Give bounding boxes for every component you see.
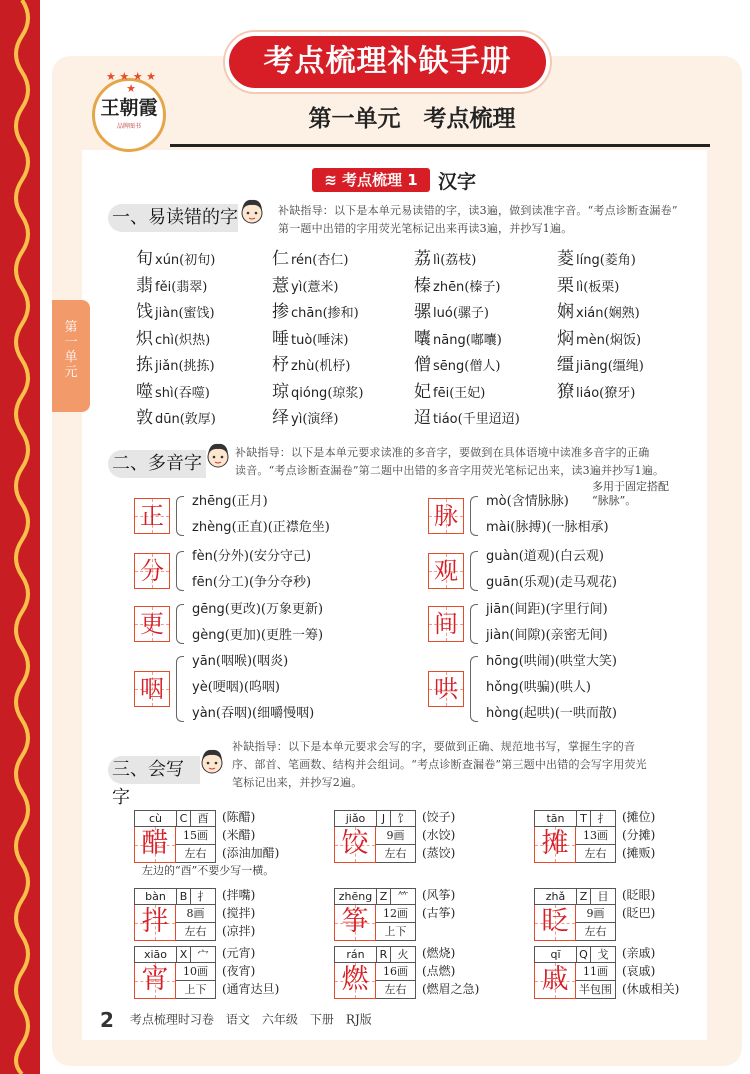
brace [470, 604, 478, 644]
polyphone-reading: fēn(分工)(争分夺秒) [192, 575, 312, 590]
page-footer: 2 考点梳理时习卷 语文 六年级 下册 RJ版 [100, 1008, 372, 1032]
writing-card: zhēng Z ⺮ 筝 12画 上下 (风筝) (古筝) [334, 888, 416, 941]
read-word: 迢 tiáo(千里迢迢) [414, 408, 520, 428]
title-rule [170, 144, 710, 147]
read-word: 囔 nāng(嘟囔) [414, 328, 502, 349]
section-title-1: 一、易读错的字 [108, 204, 238, 232]
read-word: 敦 dūn(敦厚) [136, 408, 216, 428]
polyphone-reading: gēng(更改)(万象更新) [192, 602, 324, 617]
read-word: 噬 shì(吞噬) [136, 381, 210, 402]
cartoon-boy-icon [238, 196, 266, 226]
polyphone-reading: yàn(吞咽)(细嚼慢咽) [192, 706, 315, 721]
brace [176, 551, 184, 591]
brace [470, 551, 478, 591]
polyphone-reading: hōng(哄闹)(哄堂大笑) [486, 654, 617, 669]
guide-text-3: 补缺指导：以下是本单元要求会写的字，要做到正确、规范地书写，掌握生字的音 序、部首、笔画数、结构并会组词。“考点诊断查漏卷”第三题中出错的会写字用荧光 笔标记出来，并抄写2遍。 [232, 740, 647, 789]
read-word: 拣 jiǎn(挑拣) [136, 355, 215, 375]
spine-wave-decoration [0, 0, 40, 1074]
side-tab-unit[interactable]: 第 一 单 元 [52, 300, 90, 412]
read-word: 妃 fēi(王妃) [414, 381, 486, 402]
writing-card: tān T 扌 摊 13画 左右 (摊位) (分摊) (摊贩) [534, 810, 616, 863]
cartoon-boy-icon [204, 440, 232, 470]
read-word: 榛 zhēn(榛子) [414, 275, 501, 296]
polyphone-reading: hǒng(哄骗)(哄人) [486, 680, 591, 695]
guide-text-2: 补缺指导：以下是本单元要求读准的多音字，要做到在具体语境中读准多音字的正确 读音。“考点诊断查漏卷”第二题中出错的多音字用荧光笔标记出来，读3遍并抄写1遍。 [235, 446, 665, 477]
read-word: 薏 yì(薏米) [272, 275, 339, 296]
polyphone-reading: zhèng(正直)(正襟危坐) [192, 520, 330, 535]
guide-text-1: 补缺指导：以下是本单元易读错的字，读3遍，做到读准字音。“考点诊断查漏卷” 第一题中出错的字用荧光笔标记出来再读3遍，并抄写1遍。 [278, 204, 678, 235]
brace [176, 656, 184, 722]
read-word: 僧 sēng(僧人) [414, 355, 501, 375]
section-title-2: 二、多音字 [108, 450, 206, 478]
kp-badge: ≋ 考点梳理 1 [312, 168, 430, 192]
read-word: 翡 fěi(翡翠) [136, 275, 208, 296]
read-word: 焖 mèn(焖饭) [557, 328, 642, 349]
polyphone-reading: gèng(更加)(更胜一筹) [192, 628, 324, 643]
note-cu: 左边的“酉”不要少写一横。 [142, 864, 275, 877]
read-word: 娴 xián(娴熟) [557, 302, 640, 322]
brace [176, 496, 184, 536]
page-number: 2 [100, 1008, 114, 1032]
writing-card: jiǎo J 饣 饺 9画 左右 (饺子) (水饺) (蒸饺) [334, 810, 416, 863]
banner-title: 考点梳理补缺手册 [225, 32, 550, 92]
polyphone-char-box: 更 [134, 606, 170, 642]
cartoon-boy-icon [198, 746, 226, 776]
read-word: 骡 luó(骡子) [414, 302, 489, 322]
read-word: 仁 rén(杏仁) [272, 249, 349, 269]
brace [470, 656, 478, 722]
read-word: 獠 liáo(獠牙) [557, 381, 636, 402]
writing-card: qī Q 戈 戚 11画 半包围 (亲戚) (哀戚) (休戚相关) [534, 946, 616, 999]
read-word: 旬 xún(初旬) [136, 249, 216, 269]
read-word: 炽 chì(炽热) [136, 328, 211, 349]
unit-title: 第一单元 考点梳理 [308, 106, 516, 132]
brace [176, 604, 184, 644]
polyphone-reading: mò(含情脉脉) [486, 494, 569, 509]
writing-card: bàn B 扌 拌 8画 左右 (拌嘴) (搅拌) (凉拌) [134, 888, 216, 941]
read-word: 饯 jiàn(蜜饯) [136, 302, 215, 322]
read-word: 绎 yì(演绎) [272, 408, 339, 428]
brand-logo: ★ ★ ★ ★ ★ 王朝霞 品牌图书 [92, 78, 166, 152]
note-mai: 多用于固定搭配 “脉脉”。 [592, 480, 669, 507]
polyphone-reading: hòng(起哄)(一哄而散) [486, 706, 617, 721]
polyphone-reading: guān(乐观)(走马观花) [486, 575, 617, 590]
polyphone-reading: mài(脉搏)(一脉相承) [486, 520, 609, 535]
section-title-3: 三、会写字 [108, 756, 200, 784]
polyphone-reading: yān(咽喉)(咽炎) [192, 654, 289, 669]
polyphone-reading: guàn(道观)(白云观) [486, 549, 604, 564]
brace [470, 496, 478, 536]
writing-card: rán R 火 燃 16画 左右 (燃烧) (点燃) (燃眉之急) [334, 946, 416, 999]
polyphone-reading: jiàn(间隙)(亲密无间) [486, 628, 608, 643]
polyphone-reading: yè(哽咽)(呜咽) [192, 680, 280, 695]
polyphone-char-box: 间 [428, 606, 464, 642]
polyphone-char-box: 正 [134, 498, 170, 534]
polyphone-reading: jiān(间距)(字里行间) [486, 602, 608, 617]
polyphone-reading: zhēng(正月) [192, 494, 268, 509]
writing-card: xiāo X 宀 宵 10画 上下 (元宵) (夜宵) (通宵达旦) [134, 946, 216, 999]
polyphone-reading: fèn(分外)(安分守己) [192, 549, 312, 564]
read-word: 荔 lì(荔枝) [414, 249, 477, 269]
read-word: 栗 lì(板栗) [557, 275, 620, 296]
polyphone-char-box: 脉 [428, 498, 464, 534]
read-word: 缰 jiāng(缰绳) [557, 355, 644, 375]
polyphone-char-box: 分 [134, 553, 170, 589]
kp-title: 汉字 [438, 171, 477, 193]
writing-card: cù C 酉 醋 15画 左右 (陈醋) (米醋) (添油加醋) [134, 810, 216, 863]
read-word: 菱 líng(菱角) [557, 249, 636, 269]
polyphone-char-box: 哄 [428, 671, 464, 707]
polyphone-char-box: 咽 [134, 671, 170, 707]
read-word: 掺 chān(掺和) [272, 302, 359, 322]
read-word: 琼 qióng(琼浆) [272, 381, 364, 402]
stars-icon: ★ ★ ★ ★ ★ [106, 70, 156, 95]
read-word: 唾 tuò(唾沫) [272, 328, 349, 349]
red-spine [0, 0, 40, 1074]
read-word: 杼 zhù(机杼) [272, 355, 351, 375]
writing-card: zhǎ Z 目 眨 9画 左右 (眨眼) (眨巴) [534, 888, 616, 941]
polyphone-char-box: 观 [428, 553, 464, 589]
